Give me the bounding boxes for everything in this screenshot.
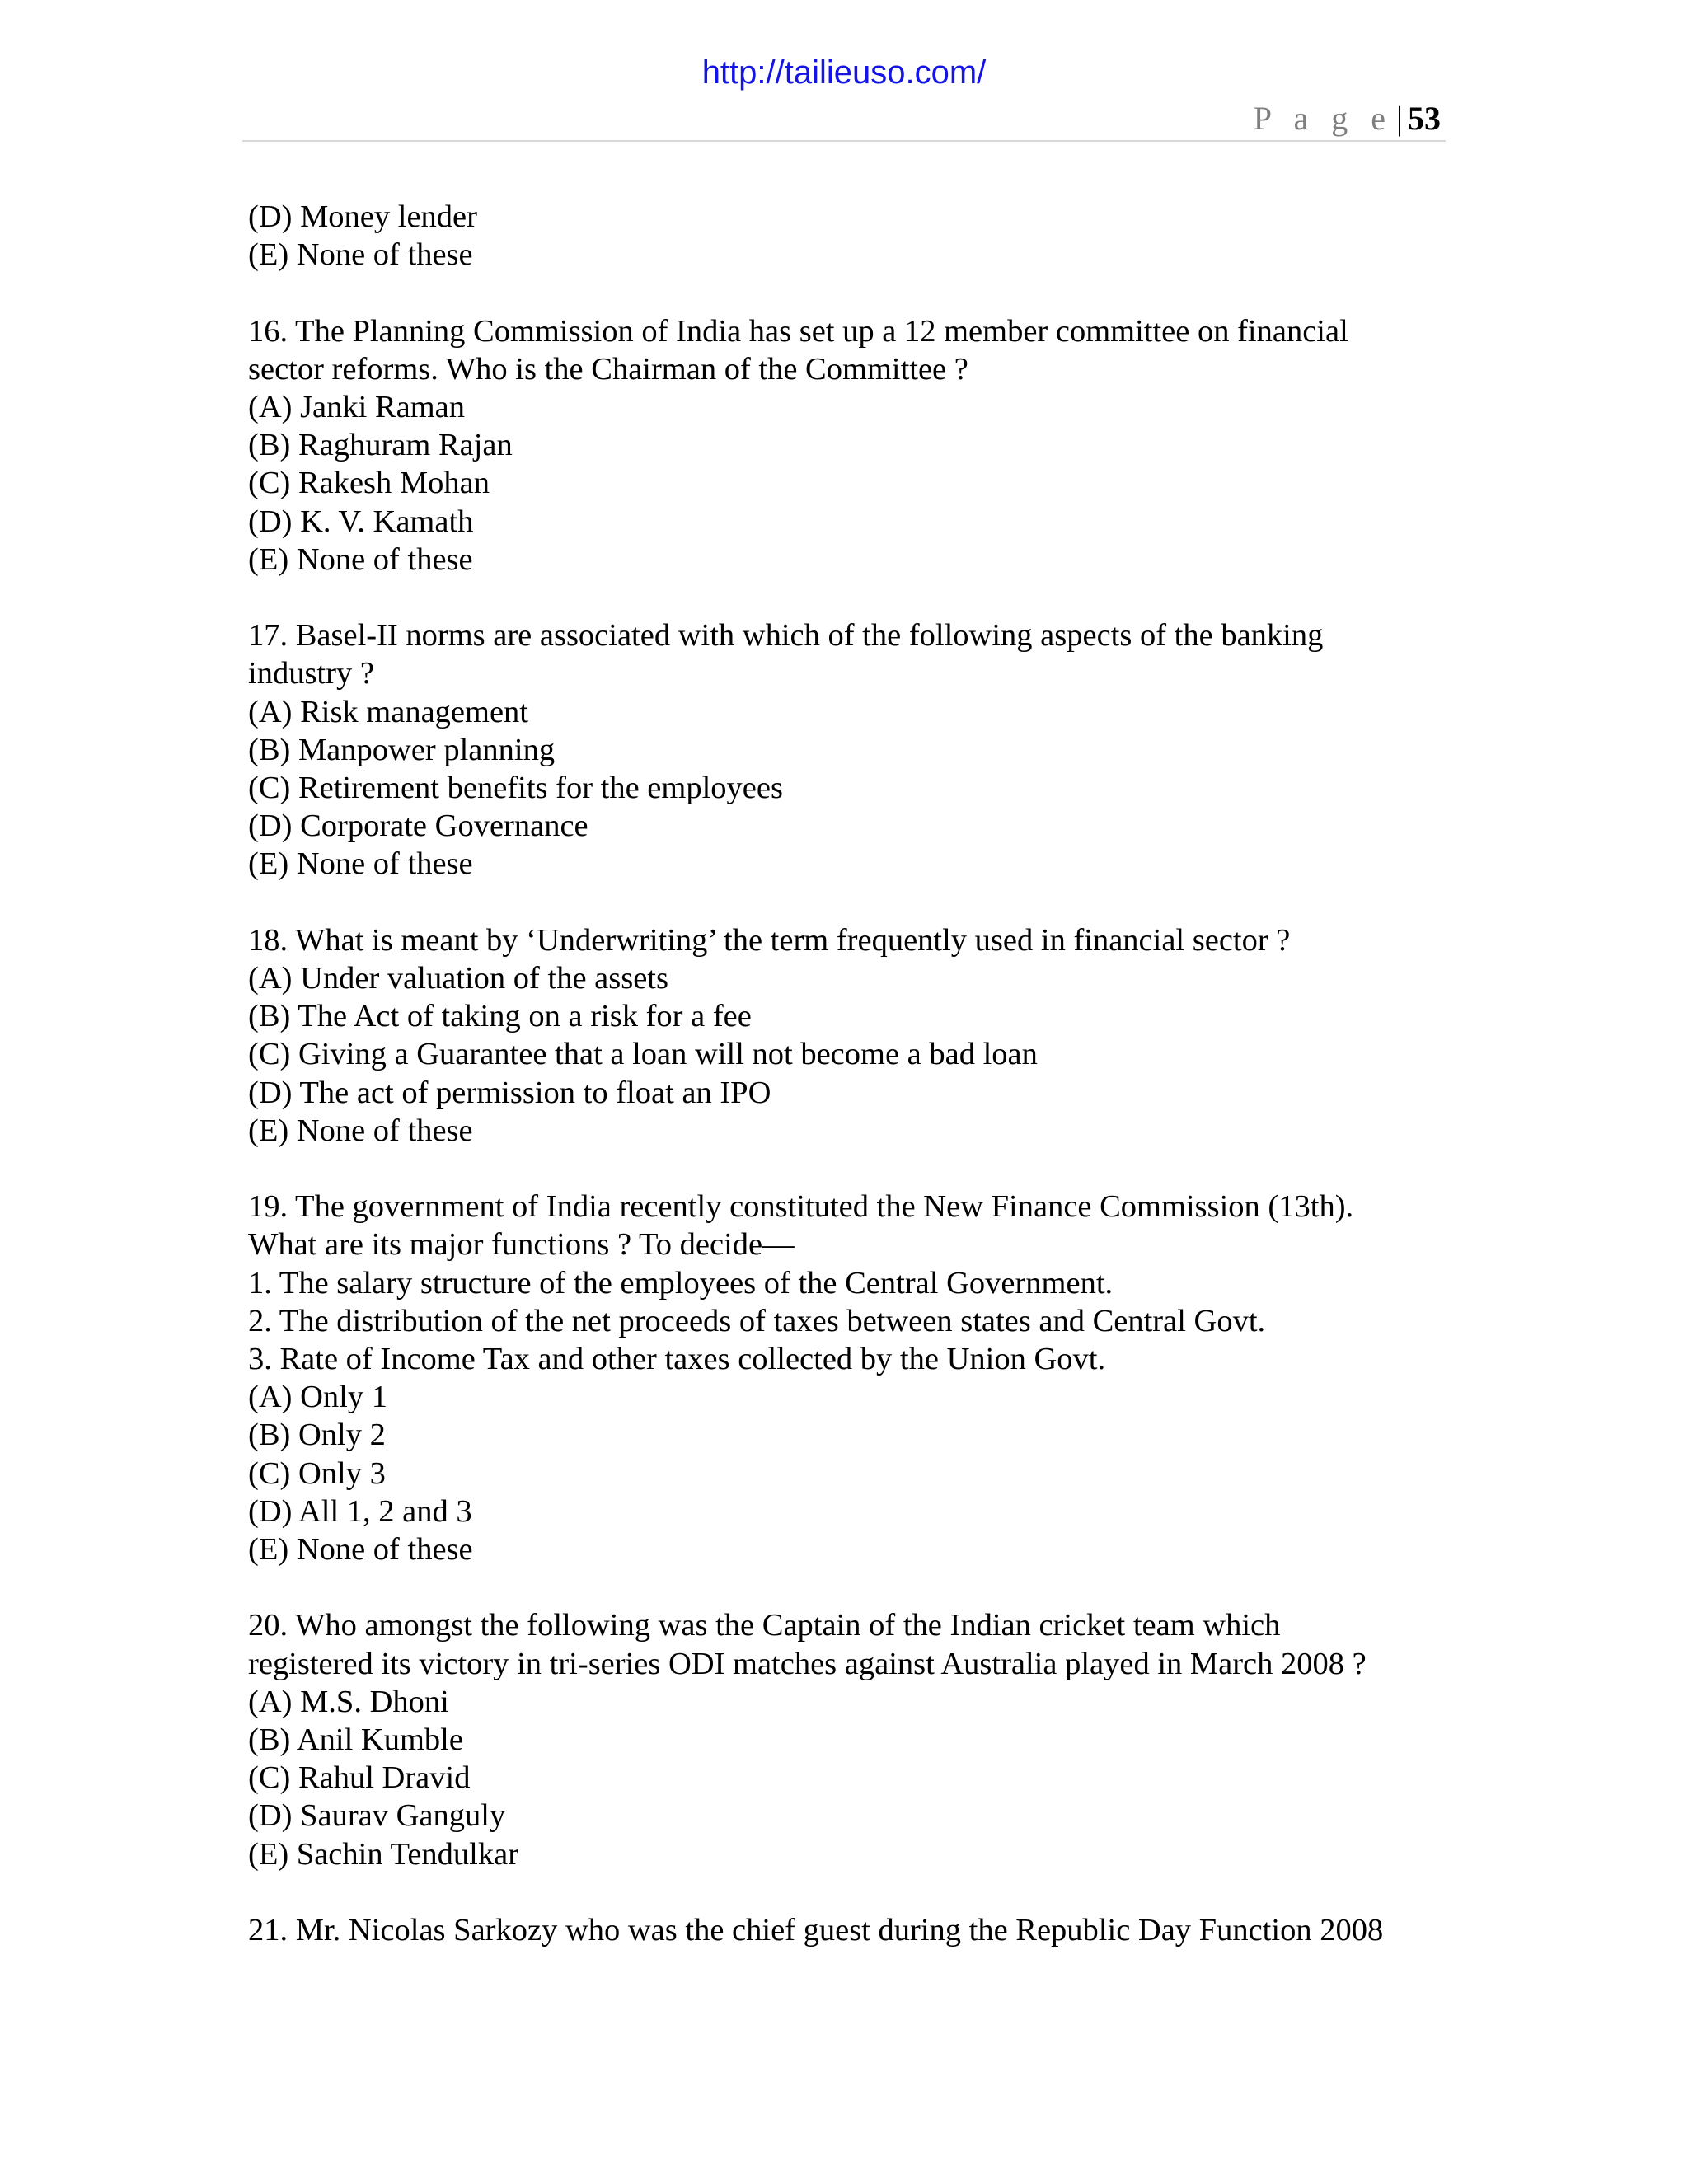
question-text: What are its major functions ? To decide— xyxy=(248,1227,795,1263)
option-line: (B) Only 2 xyxy=(248,1418,386,1453)
question-block-19 xyxy=(248,1188,1451,1568)
statement-line: 2. The distribution of the net proceeds of taxes between states and Central Govt. xyxy=(248,1303,1266,1338)
option-line: (B) Raghuram Rajan xyxy=(248,428,513,463)
header-divider xyxy=(242,140,1446,142)
page-word: P a g e xyxy=(1253,100,1393,137)
option-line: (C) Rakesh Mohan xyxy=(248,466,490,501)
option-line: (A) Under valuation of the assets xyxy=(248,961,668,996)
option-line: (D) The act of permission to float an IPO xyxy=(248,1075,771,1110)
option-line: (C) Only 3 xyxy=(248,1455,386,1491)
option-line: (E) None of these xyxy=(248,541,473,577)
option-line: (C) Rahul Dravid xyxy=(248,1760,471,1796)
option-line: (E) None of these xyxy=(248,1113,473,1148)
block-spacer xyxy=(248,579,1451,616)
option-line: (D) Money lender xyxy=(248,199,477,234)
option-line: (D) All 1, 2 and 3 xyxy=(248,1493,472,1529)
question-text: 21. Mr. Nicolas Sarkozy who was the chief guest during the Republic Day Function 2008 xyxy=(248,1913,1384,1948)
question-text: 16. The Planning Commission of India has set up a 12 member committee on financial xyxy=(248,313,1348,349)
question-text: registered its victory in tri-series ODI matches against Australia played in March 2008 ? xyxy=(248,1646,1367,1681)
block-spacer xyxy=(248,1568,1451,1606)
block-spacer xyxy=(248,883,1451,921)
block-spacer xyxy=(248,1873,1451,1911)
header-url-link[interactable]: http://tailieuso.com/ xyxy=(701,54,987,91)
option-line: (B) Anil Kumble xyxy=(248,1722,463,1758)
option-line: (E) None of these xyxy=(248,1532,473,1568)
option-line: (D) Corporate Governance xyxy=(248,808,588,844)
option-line: (E) None of these xyxy=(248,846,473,882)
question-text: 18. What is meant by ‘Underwriting’ the term frequently used in financial sector ? xyxy=(248,922,1291,958)
option-line: (A) Risk management xyxy=(248,694,528,729)
option-line: (B) Manpower planning xyxy=(248,732,556,767)
statement-line: 3. Rate of Income Tax and other taxes collected by the Union Govt. xyxy=(248,1342,1106,1377)
block-spacer xyxy=(248,274,1451,312)
question-text: 20. Who amongst the following was the Captain of the Indian cricket team which xyxy=(248,1608,1281,1643)
question-block-18 xyxy=(248,921,1451,1150)
option-line: (A) Only 1 xyxy=(248,1380,387,1415)
document-body xyxy=(248,198,1451,1949)
page-number-label xyxy=(1254,97,1441,140)
question-block-15-tail xyxy=(248,198,1451,274)
option-line: (A) Janki Raman xyxy=(248,390,466,424)
option-line: (E) None of these xyxy=(248,237,473,273)
question-text: 19. The government of India recently constituted the New Finance Commission (13th). xyxy=(248,1189,1354,1225)
statement-line: 1. The salary structure of the employees of the Central Government. xyxy=(248,1265,1114,1301)
option-line: (B) The Act of taking on a risk for a fee xyxy=(248,999,752,1034)
option-line: (A) M.S. Dhoni xyxy=(248,1684,449,1719)
question-text: 17. Basel-II norms are associated with which of the following aspects of the banking xyxy=(248,618,1324,654)
option-line: (C) Retirement benefits for the employees xyxy=(248,771,783,806)
question-block-16 xyxy=(248,312,1451,579)
option-line: (D) K. V. Kamath xyxy=(248,504,474,539)
page-separator: | xyxy=(1395,100,1403,137)
option-line: (E) Sachin Tendulkar xyxy=(248,1836,519,1872)
question-block-17 xyxy=(248,616,1451,883)
option-line: (D) Saurav Ganguly xyxy=(248,1798,506,1834)
page-number: 53 xyxy=(1408,100,1441,137)
block-spacer xyxy=(248,1150,1451,1188)
question-block-21 xyxy=(248,1911,1451,1949)
question-block-20 xyxy=(248,1606,1451,1872)
question-text: sector reforms. Who is the Chairman of the Committee ? xyxy=(248,351,968,387)
question-text: industry ? xyxy=(248,656,374,691)
option-line: (C) Giving a Guarantee that a loan will not become a bad loan xyxy=(248,1037,1038,1072)
